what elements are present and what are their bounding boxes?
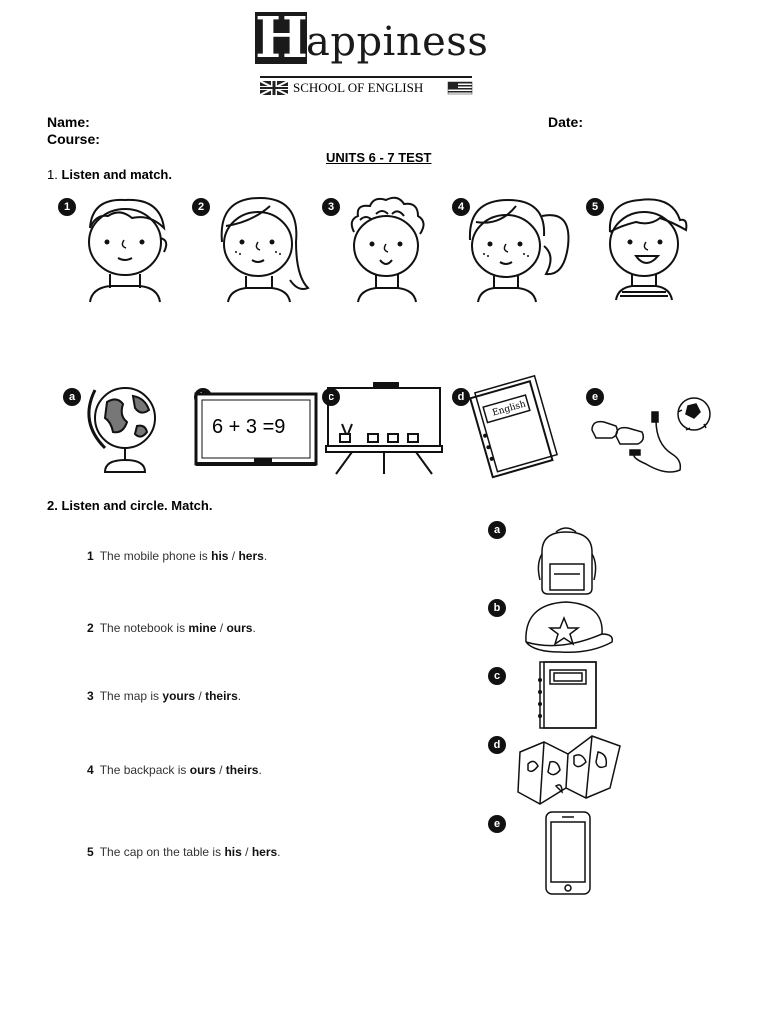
picture-badge-d: d	[488, 736, 506, 754]
mobile-phone-icon	[544, 810, 592, 896]
option-1[interactable]: mine	[188, 621, 217, 635]
person-badge: 1	[58, 198, 76, 216]
whiteboard-icon	[322, 382, 446, 476]
option-2[interactable]: theirs	[205, 689, 238, 703]
sentence-2: 2 The notebook is mine / ours.	[87, 621, 256, 635]
person-badge: 4	[452, 198, 470, 216]
uk-flag-icon	[260, 81, 288, 95]
sentence-number: 3	[87, 689, 94, 703]
option-1[interactable]: ours	[189, 763, 216, 777]
date-label: Date:	[548, 114, 584, 130]
logo-h-block	[255, 5, 308, 71]
boy-face-icon	[80, 196, 180, 302]
exercise1-instruction: Listen and match.	[61, 167, 172, 182]
smiling-boy-face-icon	[600, 196, 700, 302]
sentence-text: The cap on the table is	[99, 845, 222, 859]
person-badge: 2	[192, 198, 210, 216]
exercise1-number: 1.	[47, 167, 58, 182]
exercise1-heading	[47, 167, 172, 182]
object-d	[452, 378, 562, 476]
test-title: UNITS 6 - 7 TEST	[326, 150, 432, 165]
cap-icon	[520, 598, 616, 654]
person-badge: 5	[586, 198, 604, 216]
person-5	[586, 196, 706, 302]
notebook-icon	[536, 660, 600, 730]
map-icon	[516, 732, 624, 806]
object-badge: d	[452, 388, 470, 406]
english-notebook-icon	[462, 378, 562, 476]
option-2[interactable]: hers	[251, 845, 278, 859]
person-4	[452, 196, 582, 302]
globe-icon	[83, 382, 163, 476]
name-label: Name:	[47, 114, 90, 130]
exercise2-heading: 2. Listen and circle. Match.	[47, 498, 213, 513]
sentence-text: The notebook is	[99, 621, 186, 635]
girl-face-icon	[212, 196, 312, 302]
sentence-number: 5	[87, 845, 94, 859]
person-2	[192, 196, 312, 302]
option-1[interactable]: yours	[162, 689, 196, 703]
picture-badge-c: c	[488, 667, 506, 685]
option-2[interactable]: ours	[226, 621, 253, 635]
curly-boy-face-icon	[342, 196, 442, 302]
sentence-text: The mobile phone is	[99, 549, 208, 563]
person-1	[58, 196, 178, 302]
option-2[interactable]: theirs	[225, 763, 259, 777]
board-equation: 6 + 3 =9	[212, 416, 286, 438]
sentence-number: 2	[87, 621, 94, 635]
sentence-number: 1	[87, 549, 94, 563]
picture-badge-b: b	[488, 599, 506, 617]
sentence-text: The backpack is	[99, 763, 187, 777]
person-3	[322, 196, 442, 302]
backpack-icon	[536, 524, 598, 596]
picture-badge-a: a	[488, 521, 506, 539]
sentence-text: The map is	[99, 689, 160, 703]
sentence-number: 4	[87, 763, 94, 777]
picture-badge-e: e	[488, 815, 506, 833]
course-label: Course:	[47, 131, 100, 147]
school-name: SCHOOL OF ENGLISH	[293, 80, 424, 95]
option-1[interactable]: his	[211, 549, 229, 563]
object-a	[63, 382, 173, 476]
sentence-4: 4 The backpack is ours / theirs.	[87, 763, 262, 777]
notebook-cover-label: English	[491, 399, 528, 419]
sentence-5: 5 The cap on the table is his / hers.	[87, 845, 281, 859]
ponytail-girl-face-icon	[460, 196, 578, 302]
sentence-3: 3 The map is yours / theirs.	[87, 689, 242, 703]
object-b	[194, 384, 318, 472]
logo-letter: H	[255, 5, 308, 71]
option-2[interactable]: hers	[238, 549, 264, 563]
logo-divider	[260, 76, 472, 78]
object-badge: c	[322, 388, 340, 406]
option-1[interactable]: his	[224, 845, 242, 859]
object-c	[322, 382, 446, 476]
logo-word: appiness	[306, 19, 489, 65]
sentence-1: 1 The mobile phone is his / hers.	[87, 549, 268, 563]
toys-icon	[586, 384, 714, 476]
us-flag-icon	[448, 82, 472, 94]
object-e	[586, 384, 714, 476]
person-badge: 3	[322, 198, 340, 216]
object-badge: e	[586, 388, 604, 406]
object-badge: a	[63, 388, 81, 406]
